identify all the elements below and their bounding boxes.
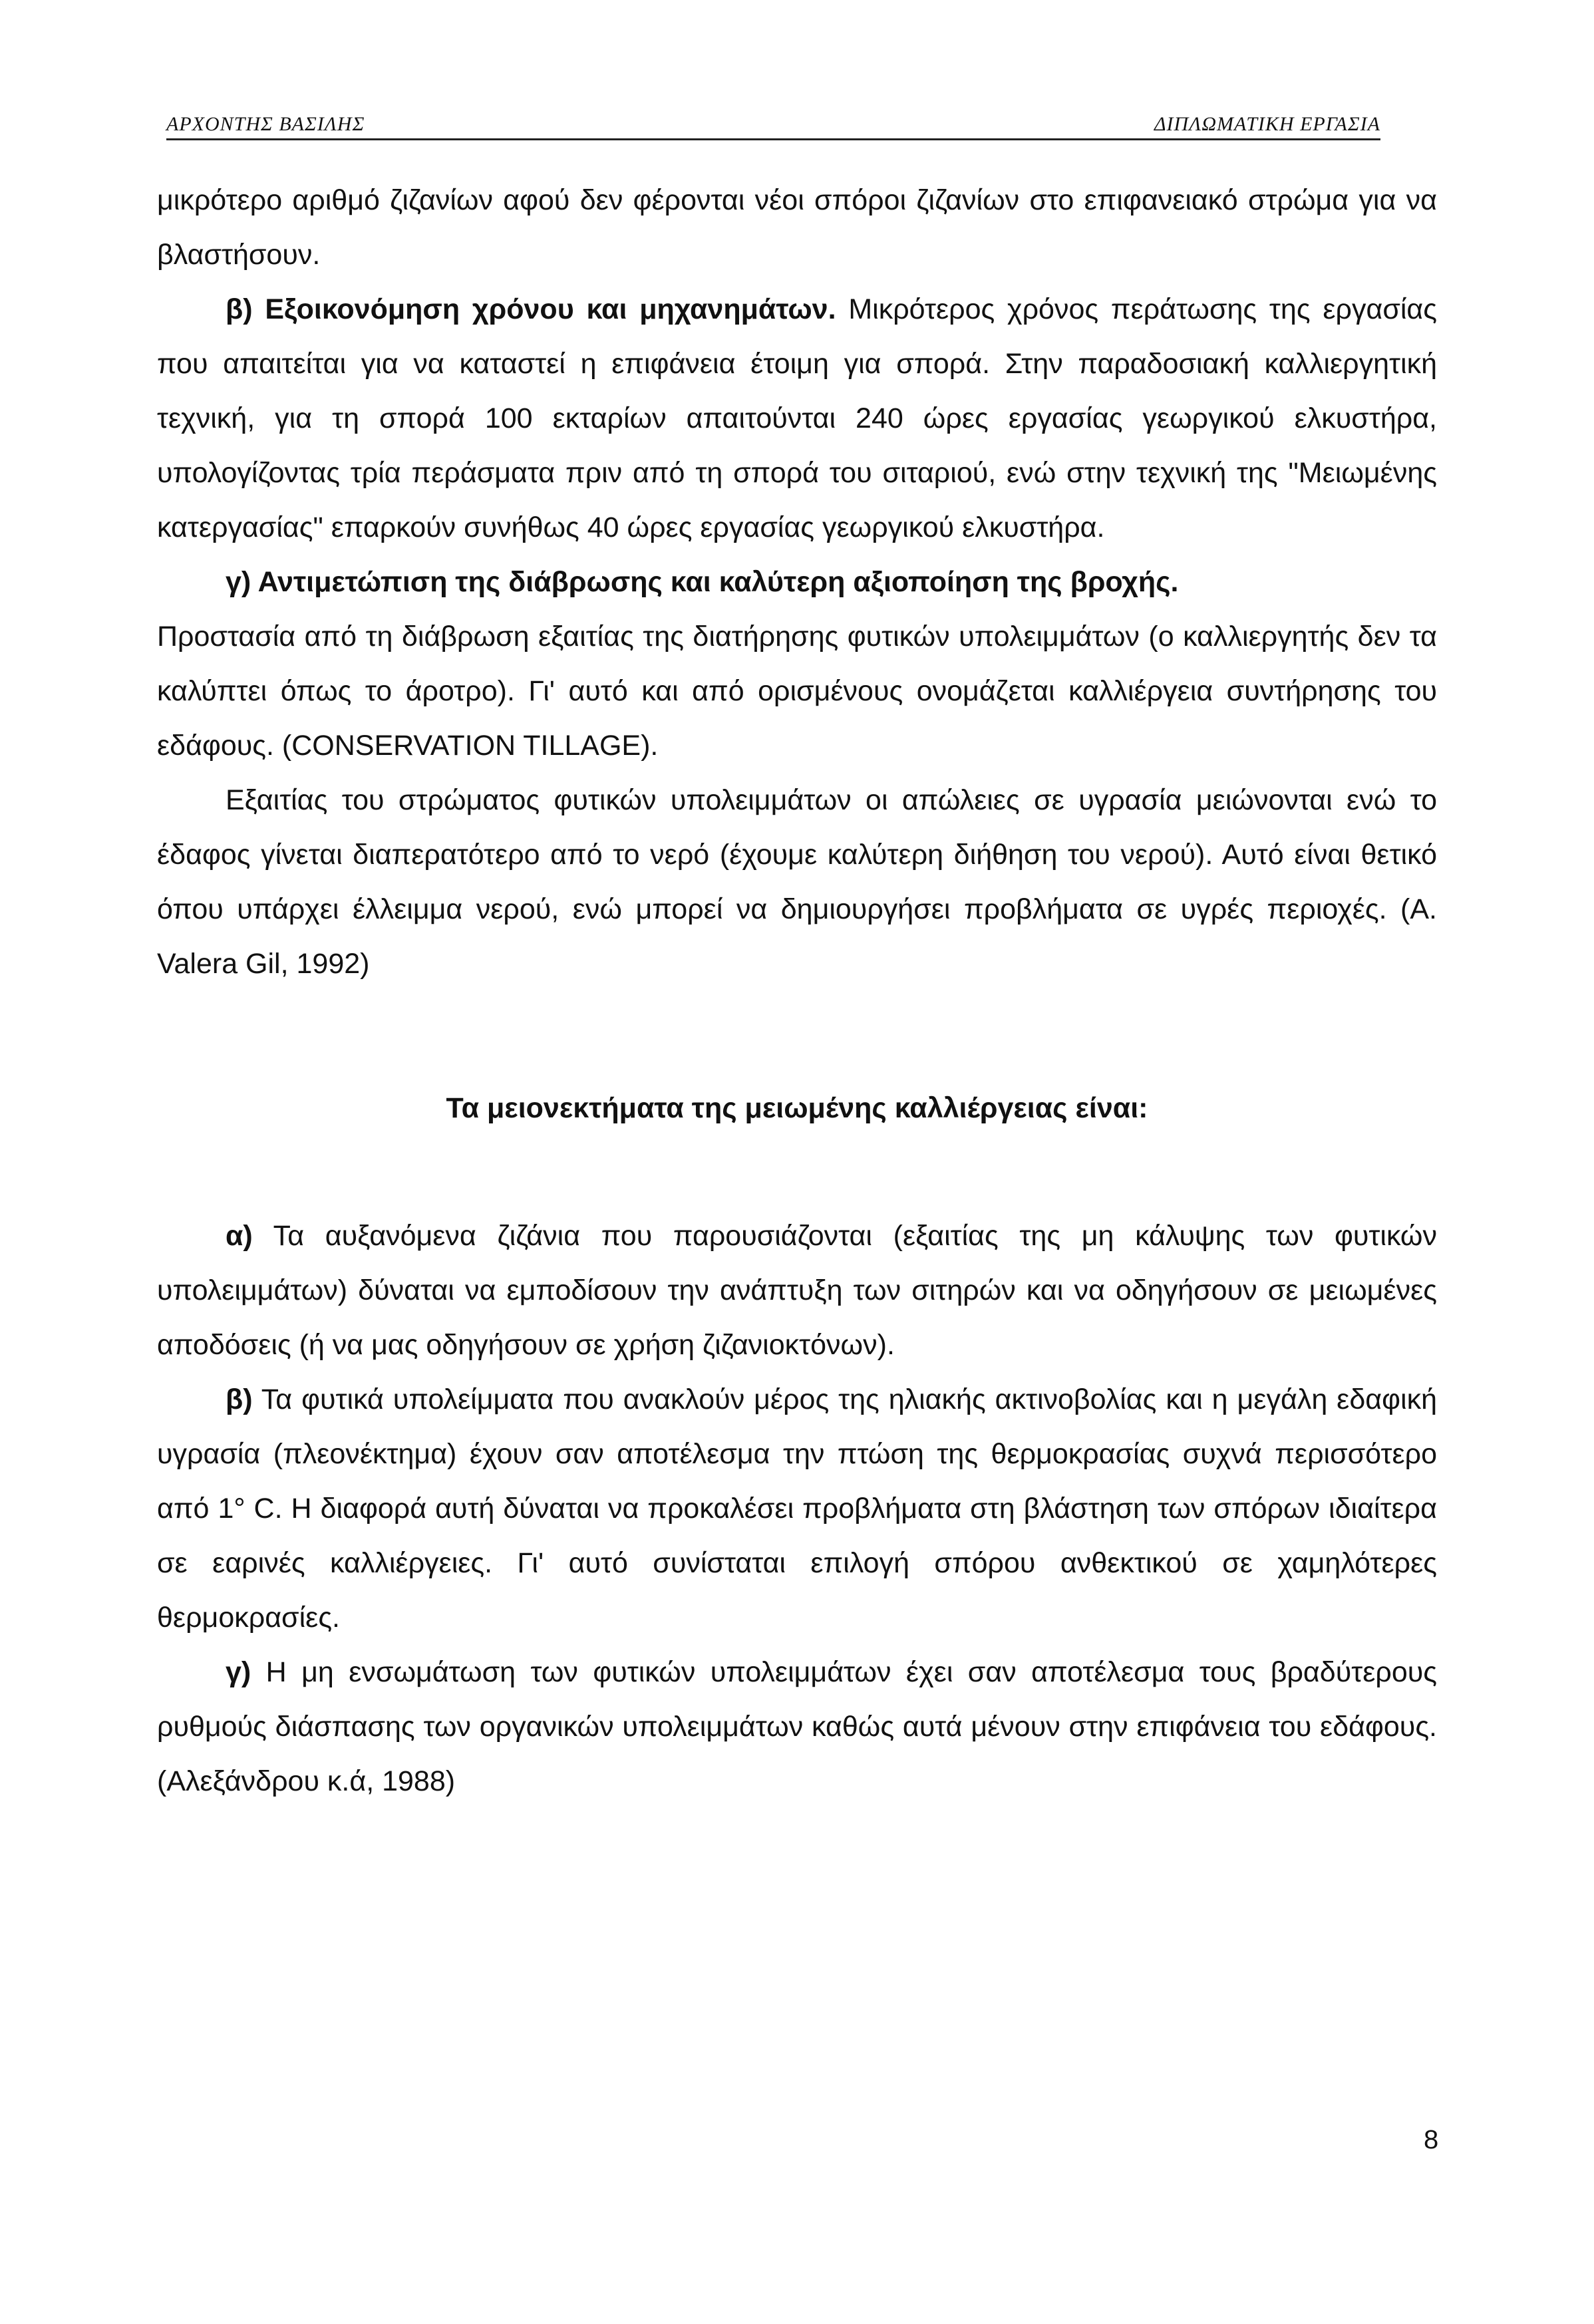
paragraph-moisture: Εξαιτίας του στρώματος φυτικών υπολειμμάτων οι απώλειες σε υγρασία μειώνονται ενώ το έδαφος γίνεται διαπερατότερο από το νερό (έχουμε καλύτερη διήθηση του νερού). Αυτό είναι θετικό όπου υπάρχει έλλειμμα νερού, ενώ μπορεί να δημιουργήσει προβλήματα σε υγρές περιοχές. (A. Valera Gil, 1992) [157, 784, 1437, 980]
paragraph-time-savings [157, 282, 1437, 555]
disadvantage-a-label: α) [226, 1220, 253, 1252]
disadvantage-a-text: Τα αυξανόμενα ζιζάνια που παρουσιάζονται (εξαιτίας της μη κάλυψης των φυτικών υπολειμμάτων) δύναται να εμποδίσουν την ανάπτυξη των σιτηρών και να οδηγήσουν σε μειωμένες αποδόσεις (ή να μας οδηγήσουν σε χρήση ζιζανιοκτόνων). [157, 1220, 1437, 1361]
erosion-heading: γ) Αντιμετώπιση της διάβρωσης και καλύτερη αξιοποίηση της βροχής. [226, 566, 1179, 598]
time-savings-text: Μικρότερος χρόνος περάτωσης της εργασίας που απαιτείται για να καταστεί η επιφάνεια έτοιμη για σπορά. Στην παραδοσιακή καλλιεργητική τεχνική, για τη σπορά 100 εκταρίων απαιτούνται 240 ώρες εργασίας γεωργικού ελκυστήρα, υπολογίζοντας τρία περάσματα πριν από τη σπορά του σιταριού, ενώ στην τεχνική της "Μειωμένης κατεργασίας" επαρκούν συνήθως 40 ώρες εργασίας γεωργικού ελκυστήρα. [157, 293, 1438, 543]
disadvantage-c [157, 1645, 1437, 1809]
page-header [166, 112, 1380, 140]
header-author: ΑΡΧΟΝΤΗΣ ΒΑΣΙΛΗΣ [166, 113, 365, 135]
disadvantage-b-label: β) [226, 1383, 253, 1415]
page-number: 8 [1424, 2125, 1439, 2154]
disadvantage-c-text: Η μη ενσωμάτωση των φυτικών υπολειμμάτων έχει σαν αποτέλεσμα τους βραδύτερους ρυθμούς διάσπασης των οργανικών υπολειμμάτων καθώς αυτά μένουν στην επιφάνεια του εδάφους. (Αλεξάνδρου κ.ά, 1988) [157, 1656, 1437, 1797]
paragraph-weeds-continuation: μικρότερο αριθμό ζιζανίων αφού δεν φέρονται νέοι σπόροι ζιζανίων στο επιφανειακό στρώμα για να βλαστήσουν. [157, 184, 1437, 271]
disadvantage-b [157, 1372, 1437, 1645]
disadvantages-heading: Τα μειονεκτήματα της μειωμένης καλλιέργειας είναι: [446, 1092, 1148, 1124]
header-title: ΔΙΠΛΩΜΑΤΙΚΗ ΕΡΓΑΣΙΑ [1154, 113, 1380, 135]
disadvantage-b-text: Τα φυτικά υπολείμματα που ανακλούν μέρος της ηλιακής ακτινοβολίας και η μεγάλη εδαφική υγρασία (πλεονέκτημα) έχουν σαν αποτέλεσμα την πτώση της θερμοκρασίας συχνά περισσότερο από 1° C. Η διαφορά αυτή δύναται να προκαλέσει προβλήματα στη βλάστηση των σπόρων ιδιαίτερα σε εαρινές καλλιέργειες. Γι' αυτό συνίσταται επιλογή σπόρου ανθεκτικού σε χαμηλότερες θερμοκρασίες. [157, 1383, 1437, 1634]
time-savings-heading: β) Εξοικονόμηση χρόνου και μηχανημάτων. [226, 293, 836, 325]
disadvantage-a [157, 1209, 1437, 1372]
document-body [157, 173, 1437, 1809]
disadvantage-c-label: γ) [226, 1656, 251, 1688]
paragraph-erosion-protection: Προστασία από τη διάβρωση εξαιτίας της διατήρησης φυτικών υπολειμμάτων (ο καλλιεργητής δεν τα καλύπτει όπως το άροτρο). Γι' αυτό και από ορισμένους ονομάζεται καλλιέργεια συντήρησης του εδάφους. (CONSERVATION TILLAGE). [157, 621, 1437, 762]
